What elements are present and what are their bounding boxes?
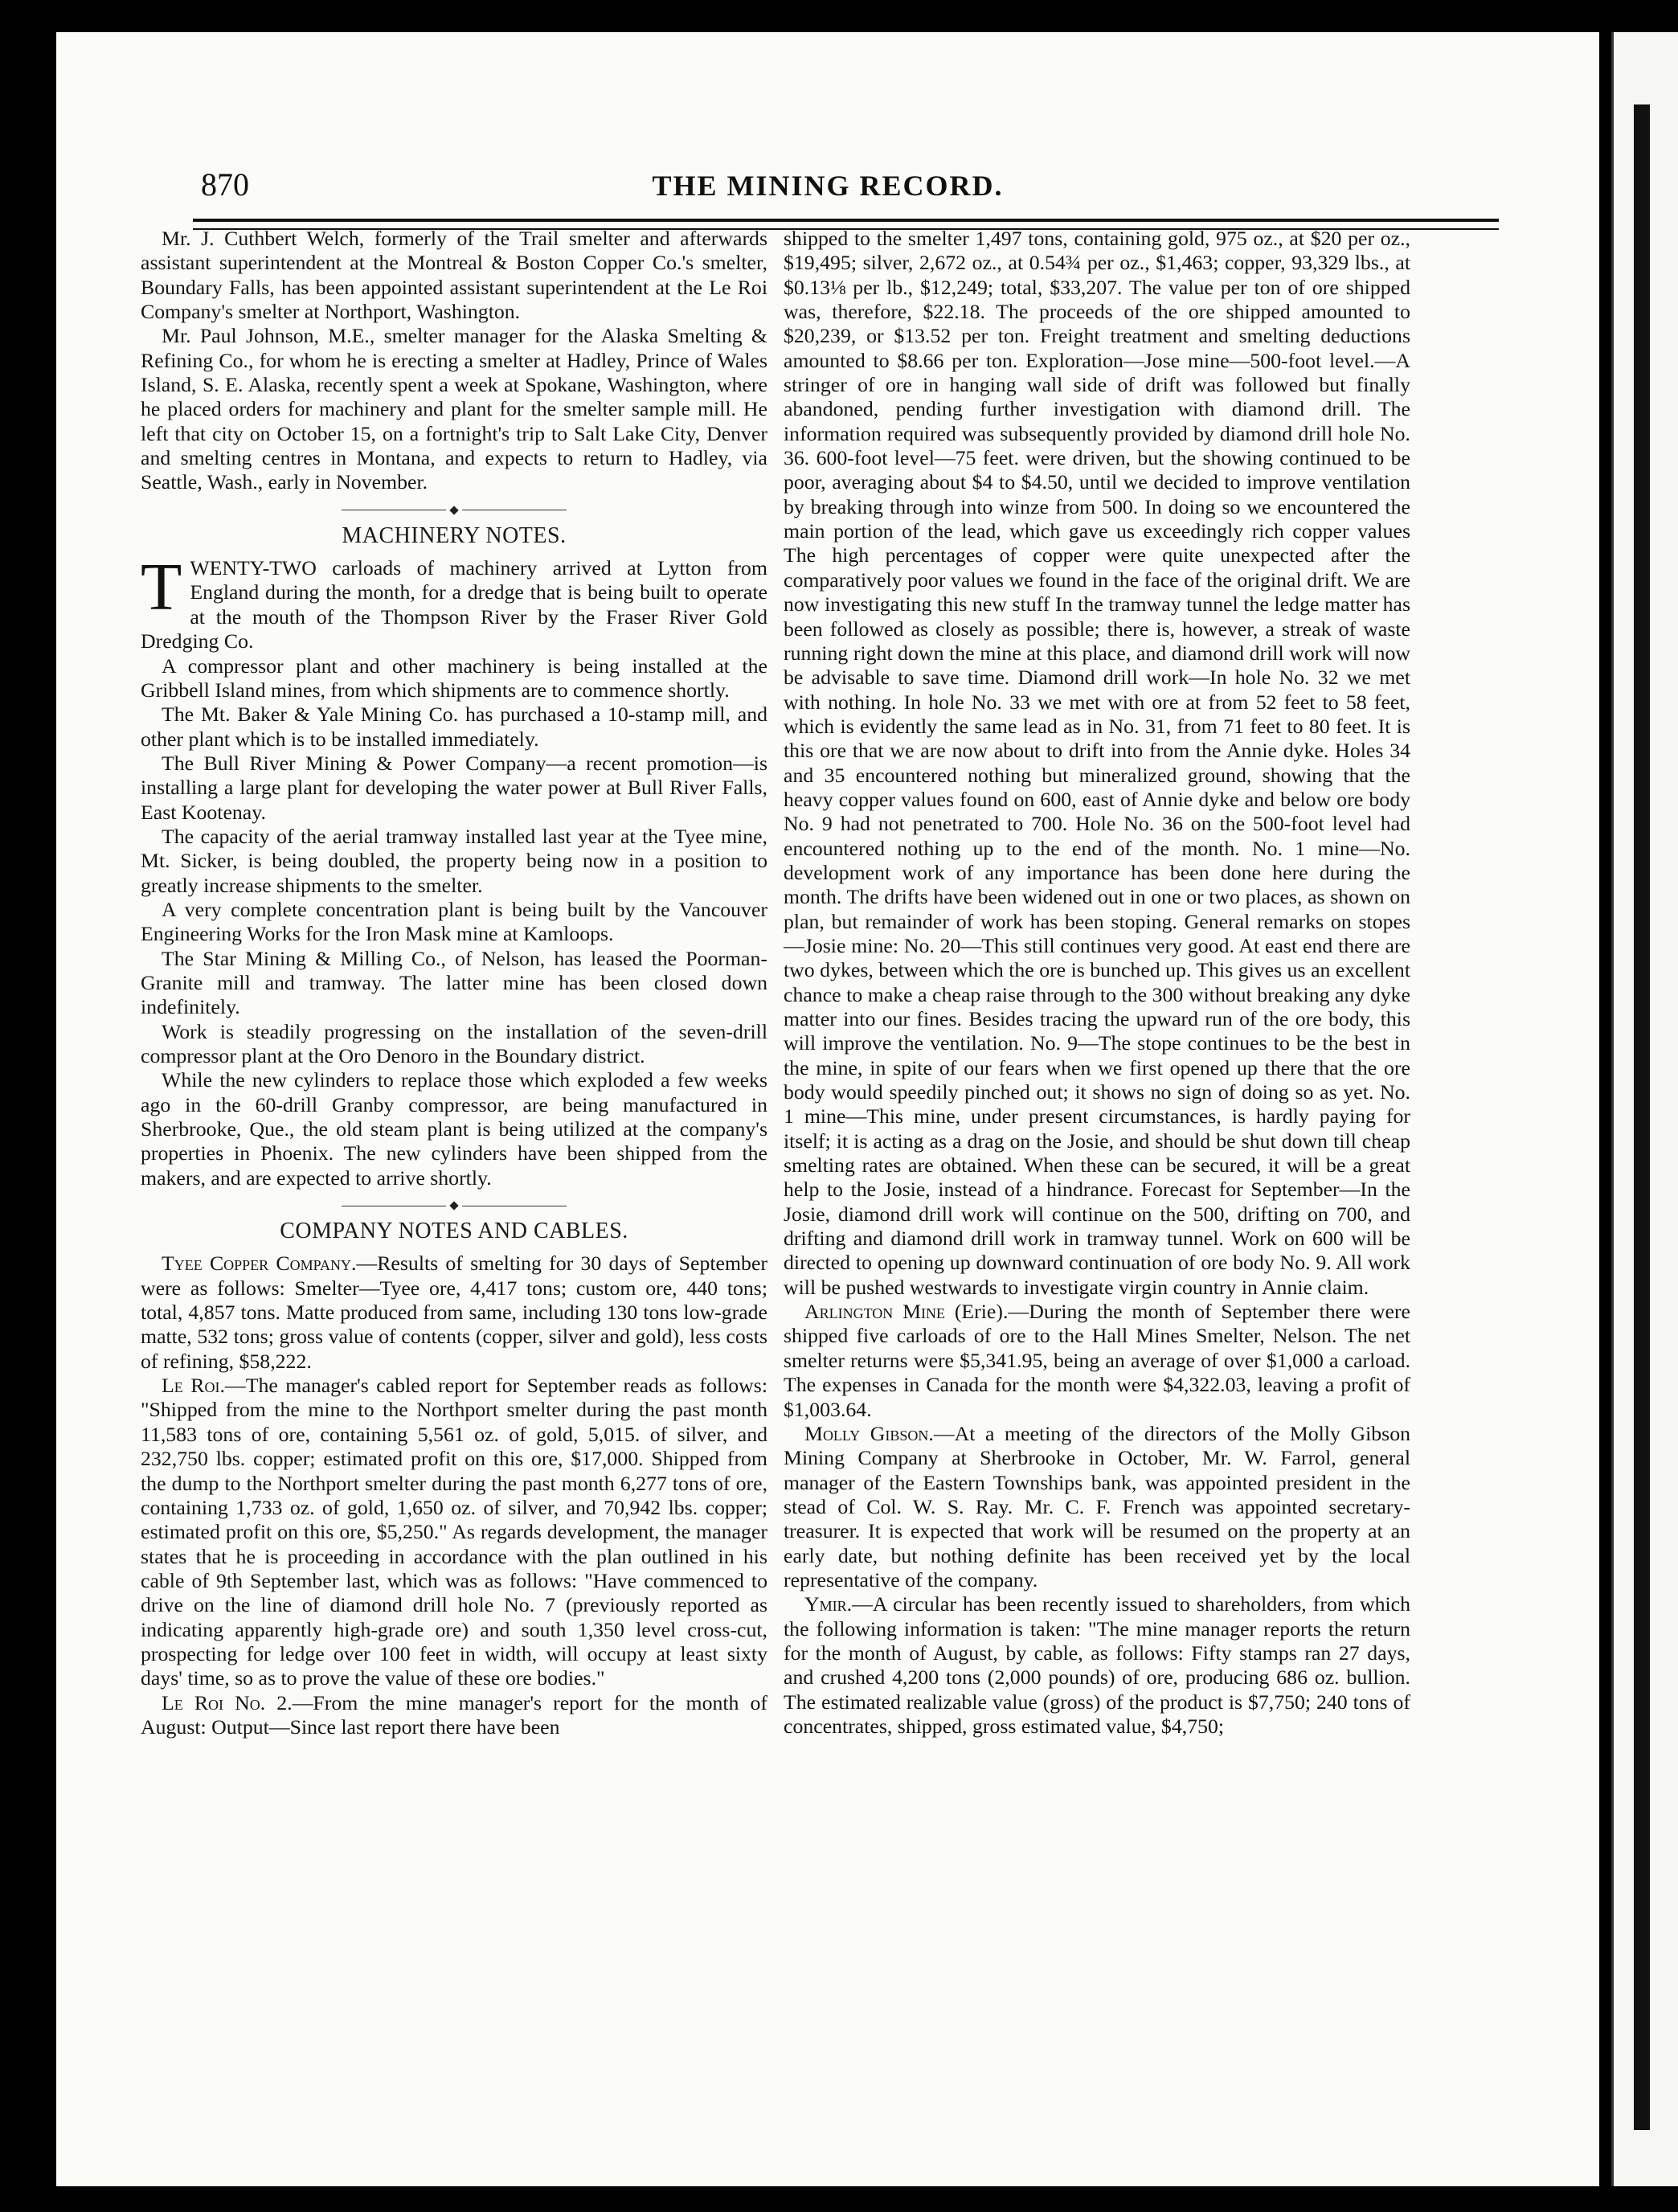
item-lead: Molly Gibson.: [804, 1421, 934, 1445]
paragraph-text: —From the mine manager's report for the month of August: Output—Since last report there have been: [141, 1690, 767, 1739]
left-column: [141, 227, 767, 1739]
paragraph: A compressor plant and other machinery is being installed at the Gribbell Island mines, from which shipments are to commence shortly.: [141, 653, 767, 702]
paragraph-text: (Erie).—During the month of September there were shipped five carloads of ore to the Hall Mines Smelter, Nelson. The net smelter returns were $5,341.95, being an average of over $1,000 a carload. The expenses in Canada for the month were $4,322.03, leaving a profit of $1,003.64.: [784, 1300, 1410, 1421]
paragraph: [141, 1691, 767, 1740]
section-heading-company: COMPANY NOTES AND CABLES.: [280, 1219, 628, 1244]
item-lead: Le Roi.: [162, 1374, 225, 1398]
page-number: 870: [201, 166, 249, 203]
facing-page-edge: [1611, 32, 1678, 2186]
paragraph-text: —The manager's cabled report for September reads as follows: "Shipped from the mine to the Northport smelter during the past month 11,583 tons of ore, containing 5,561 oz. of gold, 5,015. of silver, and 232,750 lbs. copper; estimated profit on this ore, $17,000. Shipped from the dump to the Northport smelter during the past month 6,277 tons of ore, containing 1,733 oz. of gold, 1,650 oz. of silver, and 70,942 lbs. copper; estimated profit on this ore, $5,250." As regards development, the manager states that he is proceeding in accordance with the plan outlined in his cable of 9th September last, which was as follows: "Have commenced to drive on the line of diamond drill hole No. 7 (previously reported as indicating apparently high-grade ore) and south 1,350 level cross-cut, prospecting for ledge over 100 feet in width, will occupy at least sixty days' time, so as to prove the value of these ore bodies.": [141, 1374, 767, 1690]
paragraph-text: —Results of smelting for 30 days of September were as follows: Smelter—Tyee ore, 4,417 tons; custom ore, 440 tons; total, 4,857 tons. Matte produced from same, including 130 tons low-grade matte, 532 tons; gross value of contents (copper, silver and gold), less costs of refining, $58,222.: [141, 1251, 767, 1373]
paragraph: shipped to the smelter 1,497 tons, containing gold, 975 oz., at $20 per oz., $19,495; silver, 2,672 oz., at 0.54¾ per oz., $1,463; copper, 93,329 lbs., at $0.13⅛ per lb., $12,249; total, $33,207. The value per ton of ore shipped was, therefore, $22.18. The proceeds of the ore shipped amounted to $20,239, or $13.52 per ton. Freight treatment and smelting deductions amounted to $8.66 per ton. Exploration—Jose mine—500-foot level.—A stringer of ore in hanging wall side of drift was followed but finally abandoned, pending further investigation with diamond drill. The information required was subsequently provided by diamond drill hole No. 36. 600-foot level—75 feet. were driven, but the showing continued to be poor, averaging about $4 to $4.50, until we decided to improve ventilation by breaking through into winze from 500. In doing so we encountered the main portion of the lead, which gave us exceedingly rich copper values The high percentages of copper were quite unexpected after the comparatively poor values we found in the face of the original drift. We are now investigating this new stuff In the tramway tunnel the ledge matter has been followed as closely as possible; there is, however, a streak of waste running right down the mine at this place, and diamond drill work will now be advisable to save time. Diamond drill work—In hole No. 32 we met with nothing. In hole No. 33 we met with ore at from 52 feet to 58 feet, which is evidently the same lead as in No. 31, from 71 feet to 80 feet. It is this ore that we are now about to drift into from the Annie dyke. Holes 34 and 35 encountered nothing but mineralized ground, showing that the heavy copper values found on 600, east of Annie dyke and below ore body No. 9 had not penetrated to 700. Hole No. 36 on the 500-foot level had encountered nothing up to the end of the month. No. 1 mine—No. development work of any importance has been done here during the month. The drifts have been widened out in one or two places, as shown on plan, but remainder of work has been stoping. General remarks on stopes—Josie mine: No. 20—This still continues very good. At east end there are two dykes, between which the ore is bunched up. This gives us an excellent chance to make a cheap raise through to the 300 without breaking any dyke matter into our fines. Besides tracing the upward run of the ore body, this will improve the ventilation. No. 9—The stope continues to be the best in the mine, in spite of our fears when we first opened up there that the ore body would speedily pinched out; it shows no sign of doing so as yet. No. 1 mine—This mine, under present circumstances, is hardly paying for itself; it is acting as a drag on the Josie, and should be shut down till cheap smelting rates are obtained. When these can be secured, it will be a great help to the Josie, instead of a hindrance. Forecast for September—In the Josie, diamond drill work will continue on the 500, drifting on 700, and drifting and diamond drill work in tramway tunnel. Work on 600 will be directed to opening up downward continuation of ore body No. 9. All work will be pushed westwards to investigate virgin country in Annie claim.: [784, 227, 1410, 1299]
item-lead: Tyee Copper Company.: [162, 1251, 357, 1276]
drop-cap: T: [141, 550, 182, 625]
item-lead: Arlington Mine: [804, 1300, 946, 1324]
paragraph: [784, 1300, 1410, 1422]
paragraph: A very complete concentration plant is being built by the Vancouver Engineering Works for the Iron Mask mine at Kamloops.: [141, 897, 767, 946]
paragraph: The Mt. Baker & Yale Mining Co. has purchased a 10-stamp mill, and other plant which is to be installed immediately.: [141, 703, 767, 751]
right-column: [784, 227, 1410, 1739]
paragraph: Mr. Paul Johnson, M.E., smelter manager for the Alaska Smelting & Refining Co., for whom he is erecting a smelter at Hadley, Prince of Wales Island, S. E. Alaska, recently spent a week at Spokane, Washington, where he placed orders for machinery and plant for the smelter sample mill. He left that city on October 15, on a fortnight's trip to Salt Lake City, Denver and smelting centres in Montana, and expects to return to Hadley, via Seattle, Wash., early in November.: [141, 324, 767, 494]
header-rule: [193, 219, 1499, 222]
paragraph-text: —At a meeting of the directors of the Molly Gibson Mining Company at Sherbrooke in October, Mr. W. Farrol, general manager of the Eastern Townships bank, was appointed president in the stead of Col. W. S. Ray. Mr. C. F. French was appointed secretary-treasurer. It is expected that work will be resumed on the property at an early date, but nothing definite has been received yet by the local representative of the company.: [784, 1421, 1410, 1591]
paragraph: The Star Mining & Milling Co., of Nelson, has leased the Poorman-Granite mill and tramway. The latter mine has been closed down indefinitely.: [141, 946, 767, 1019]
section-ornament: [141, 497, 767, 518]
running-title: THE MINING RECORD.: [652, 170, 1004, 202]
paragraph: [141, 1374, 767, 1690]
item-lead: Ymir.: [804, 1592, 853, 1616]
paragraph: The capacity of the aerial tramway installed last year at the Tyee mine, Mt. Sicker, is being doubled, the property being now in a position to greatly increase shipments to the smelter.: [141, 824, 767, 897]
section-ornament: [141, 1192, 767, 1213]
paragraph-text: WENTY-TWO carloads of machinery arrived at Lytton from England during the month, for a dredge that is being built to operate at the mouth of the Thompson River by the Fraser River Gold Dredging Co.: [141, 556, 767, 653]
facing-page-shadow: [1634, 104, 1650, 2130]
paragraph: Mr. J. Cuthbert Welch, formerly of the Trail smelter and afterwards assistant superintendent at the Montreal & Boston Copper Co.'s smelter, Boundary Falls, has been appointed assistant superintendent at the Le Roi Company's smelter at Northport, Washington.: [141, 227, 767, 324]
paragraph-text: —A circular has been recently issued to shareholders, from which the following information is taken: "The mine manager reports the return for the month of August, by cable, as follows: Fifty stamps ran 27 days, and crushed 4,200 tons (2,000 pounds) of ore, producing 686 oz. bullion. The estimated realizable value (gross) of the product is $7,750; 240 tons of concentrates, shipped, gross estimated value, $4,750;: [784, 1592, 1410, 1738]
item-lead: Le Roi No. 2.: [162, 1690, 293, 1714]
paragraph: [784, 1592, 1410, 1739]
paragraph: [141, 1251, 767, 1374]
paragraph: [141, 550, 767, 653]
section-heading-machinery: MACHINERY NOTES.: [342, 522, 567, 548]
paragraph: While the new cylinders to replace those which exploded a few weeks ago in the 60-drill Granby compressor, are being manufactured in Sherbrooke, Que., the old steam plant is being utilized at the company's properties in Phoenix. The new cylinders have been shipped from the makers, and are expected to arrive shortly.: [141, 1068, 767, 1190]
paragraph: The Bull River Mining & Power Company—a recent promotion—is installing a large plant for developing the water power at Bull River Falls, East Kootenay.: [141, 751, 767, 824]
paragraph: Work is steadily progressing on the installation of the seven-drill compressor plant at the Oro Denoro in the Boundary district.: [141, 1019, 767, 1067]
paragraph: [784, 1422, 1410, 1592]
